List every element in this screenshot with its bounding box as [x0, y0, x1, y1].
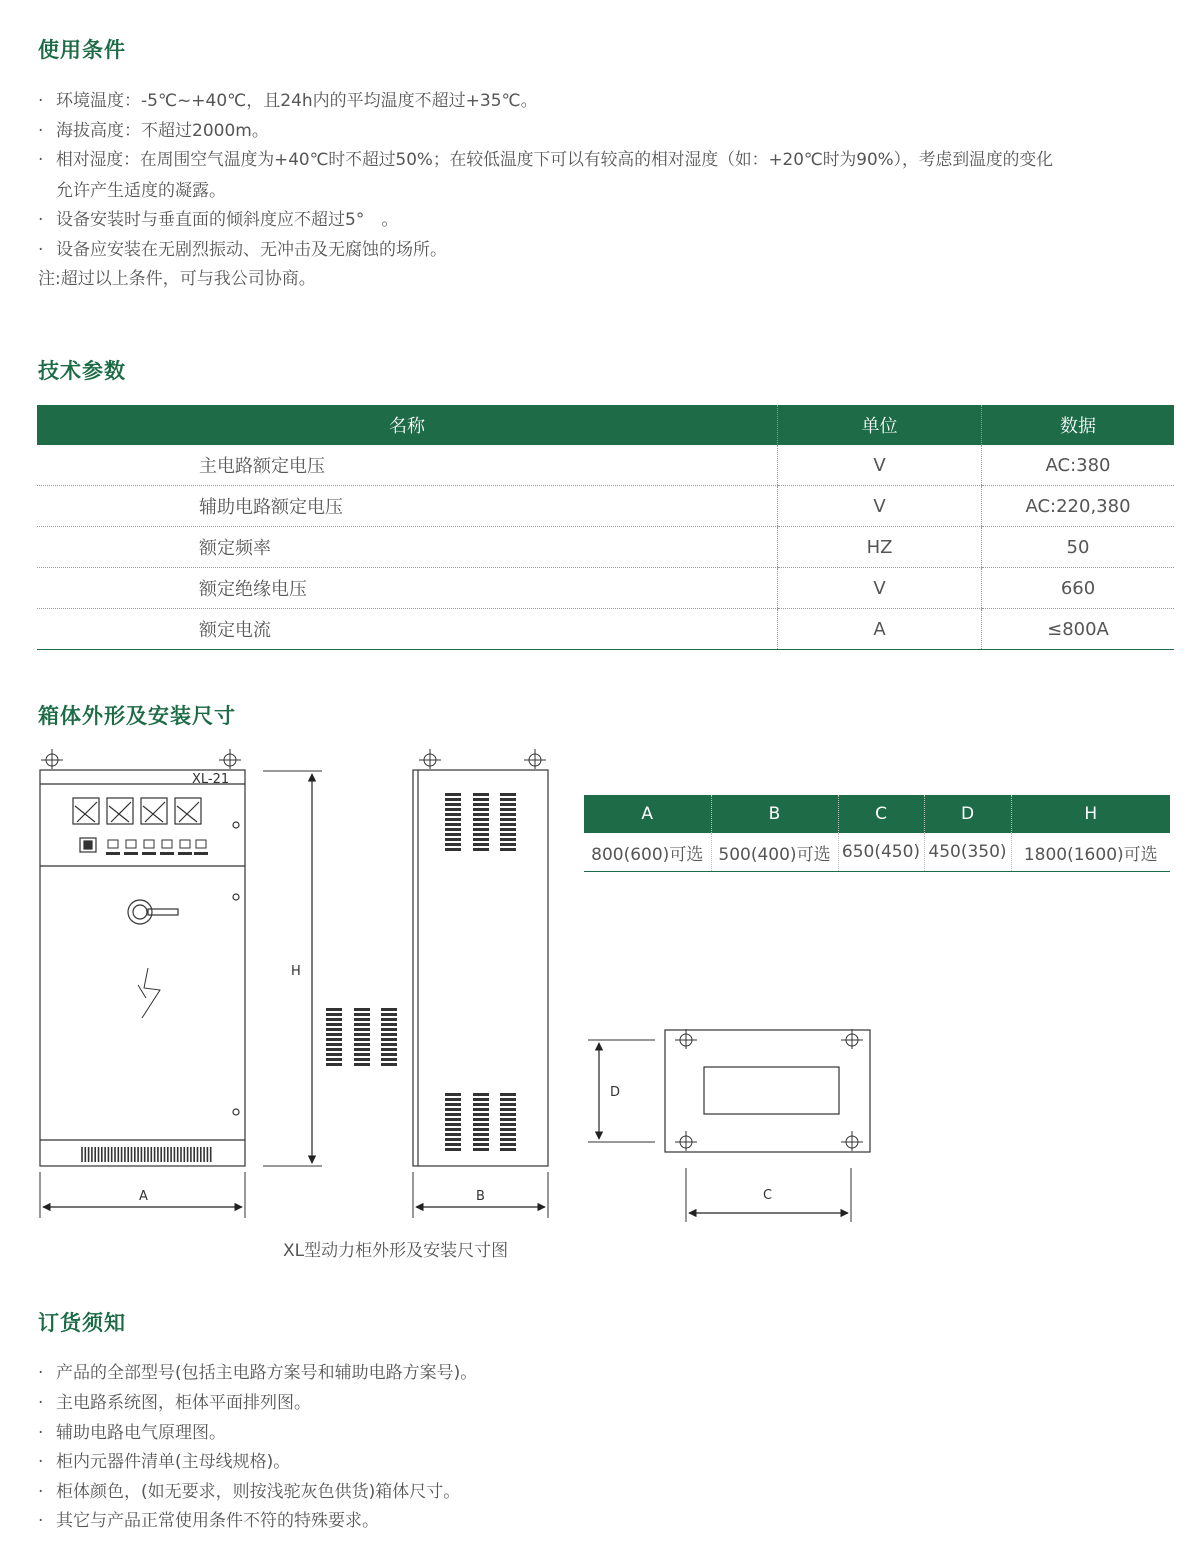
plan-view: [665, 1030, 870, 1152]
dims-title: 箱体外形及安装尺寸: [38, 704, 236, 728]
dim-label-a: A: [139, 1189, 148, 1204]
order-item: · 柜内元器件清单(主母线规格)。: [38, 1452, 291, 1472]
usage-item: · 设备安装时与垂直面的倾斜度应不超过5° 。: [38, 210, 399, 230]
spec-header-row: [37, 405, 1174, 445]
spec-header-name: 名称: [37, 405, 778, 445]
spec-cell-value: AC:380: [982, 445, 1175, 486]
dimension-value-a: 800(600)可选: [584, 833, 711, 872]
order-item: · 主电路系统图，柜体平面排列图。: [38, 1393, 311, 1413]
dimension-value-h: 1800(1600)可选: [1011, 833, 1170, 872]
table-row: [37, 527, 1174, 568]
usage-title: 使用条件: [38, 38, 126, 62]
spec-cell-unit: A: [778, 609, 982, 650]
order-item: · 柜体颜色，(如无要求，则按浅驼灰色供货)箱体尺寸。: [38, 1482, 461, 1502]
dimension-value-d: 450(350): [924, 833, 1011, 872]
usage-item: · 设备应安装在无剧烈振动、无冲击及无腐蚀的场所。: [38, 240, 447, 260]
table-row: [37, 568, 1174, 609]
dimension-header-b: B: [711, 795, 838, 833]
order-item: · 产品的全部型号(包括主电路方案号和辅助电路方案号)。: [38, 1363, 478, 1383]
spec-table: [37, 405, 1174, 650]
spec-cell-unit: V: [778, 568, 982, 609]
spec-cell-name: 额定频率: [37, 527, 778, 568]
spec-header-unit: 单位: [778, 405, 982, 445]
usage-note: 注:超过以上条件，可与我公司协商。: [38, 269, 316, 289]
front-view: [40, 770, 245, 1166]
dim-label-d: D: [610, 1085, 621, 1100]
dimension-header-a: A: [584, 795, 711, 833]
table-row: [37, 445, 1174, 486]
dimension-value-c: 650(450): [838, 833, 924, 872]
order-title: 订货须知: [38, 1311, 126, 1335]
spec-header-value: 数据: [982, 405, 1175, 445]
spec-cell-name: 主电路额定电压: [37, 445, 778, 486]
usage-item: · 环境温度：-5℃~+40℃，且24h内的平均温度不超过+35℃。: [38, 91, 538, 111]
cabinet-model-label: XL-21: [192, 772, 230, 787]
spec-cell-value: AC:220,380: [982, 486, 1175, 527]
usage-item-continuation: 允许产生适度的凝露。: [56, 181, 226, 201]
spec-cell-value: ≤800A: [982, 609, 1175, 650]
dimension-header-row: [584, 795, 1170, 833]
dimension-header-c: C: [838, 795, 924, 833]
usage-item: · 相对湿度：在周围空气温度为+40℃时不超过50%；在较低温度下可以有较高的相对湿度（如：+20℃时为90%），考虑到温度的变化: [38, 149, 1054, 169]
front-grille: [82, 1147, 211, 1162]
spec-cell-name: 额定电流: [37, 609, 778, 650]
spec-cell-name: 额定绝缘电压: [37, 568, 778, 609]
drawing-caption: XL型动力柜外形及安装尺寸图: [283, 1241, 509, 1261]
spec-cell-name: 辅助电路额定电压: [37, 486, 778, 527]
table-row: [37, 486, 1174, 527]
usage-item: · 海拔高度：不超过2000m。: [38, 121, 269, 141]
spec-cell-unit: V: [778, 445, 982, 486]
dimension-header-d: D: [924, 795, 1011, 833]
dimension-value-b: 500(400)可选: [711, 833, 838, 872]
order-item: · 其它与产品正常使用条件不符的特殊要求。: [38, 1511, 379, 1531]
order-item: · 辅助电路电气原理图。: [38, 1423, 226, 1443]
spec-cell-unit: V: [778, 486, 982, 527]
table-row: [584, 833, 1170, 872]
spec-cell-value: 660: [982, 568, 1175, 609]
tech-title: 技术参数: [38, 359, 126, 383]
dim-label-c: C: [763, 1188, 773, 1203]
table-row: [37, 609, 1174, 650]
dim-label-b: B: [476, 1189, 485, 1204]
spec-cell-unit: HZ: [778, 527, 982, 568]
spec-cell-value: 50: [982, 527, 1175, 568]
dimension-table: [584, 795, 1170, 872]
dimension-header-h: H: [1011, 795, 1170, 833]
dim-label-h: H: [291, 964, 301, 979]
